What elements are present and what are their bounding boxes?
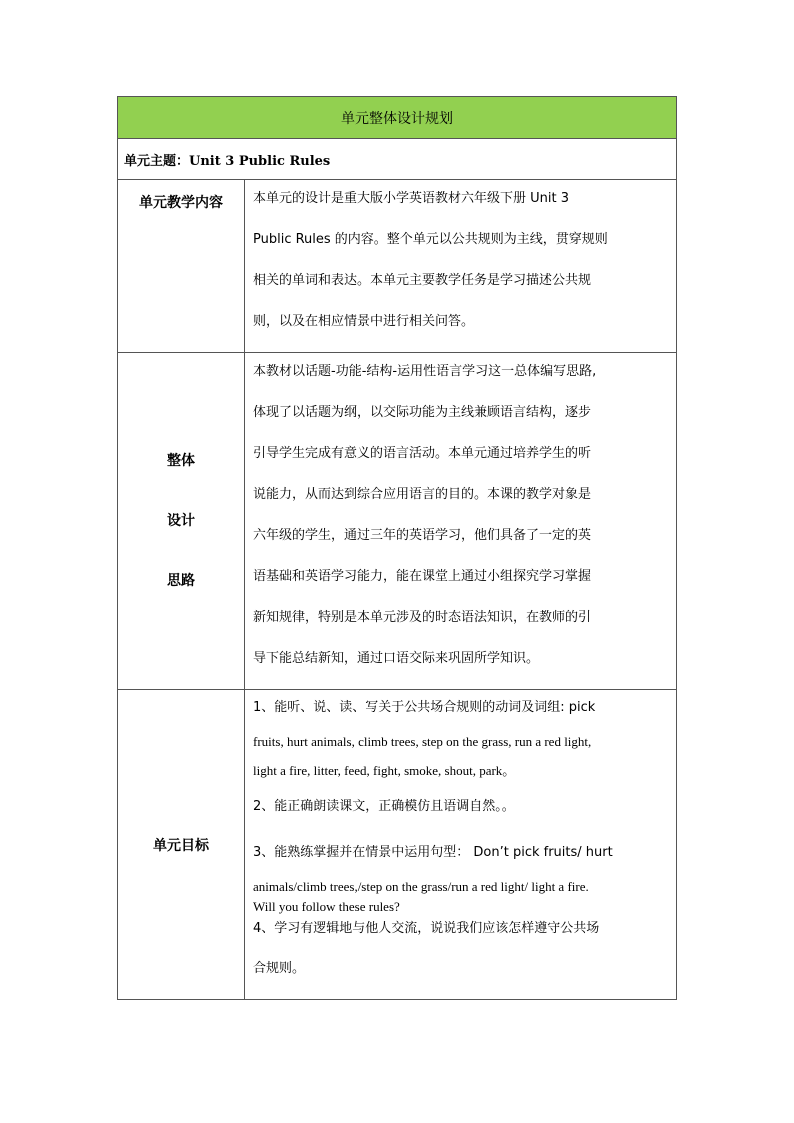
text-line: 本单元的设计是重大版小学英语教材六年级下册 Unit 3 [253, 191, 569, 206]
section-body-design-thinking [245, 353, 677, 690]
goal-line: animals/climb trees,/step on the grass/run a red light/ light a fire. [253, 879, 589, 894]
goal-line: Will you follow these rules? [253, 899, 400, 914]
text-line: 则，以及在相应情景中进行相关问答。 [253, 314, 475, 329]
text-line: 体现了以话题为纲，以交际功能为主线兼顾语言结构，逐步 [253, 405, 592, 420]
section-label-design-thinking [118, 353, 245, 690]
label-part: 整体 [167, 453, 195, 469]
label-part: 设计 [167, 513, 195, 529]
section-label-unit-goals: 单元目标 [118, 690, 245, 1000]
goal-line: 4、学习有逻辑地与他人交流，说说我们应该怎样遵守公共场 [253, 921, 600, 936]
text-line: 本教材以话题-功能-结构-运用性语言学习这一总体编写思路, [253, 364, 597, 379]
section-label-teaching-content: 单元教学内容 [118, 180, 245, 353]
goal-line: 3、能熟练掌握并在情景中运用句型： Don’t pick fruits/ hurt [253, 845, 613, 860]
unit-plan-table [117, 96, 677, 1000]
table-header: 单元整体设计规划 [118, 97, 677, 139]
label-part: 思路 [167, 573, 195, 589]
table-row [118, 690, 677, 1000]
table-row [118, 180, 677, 353]
table-row [118, 353, 677, 690]
text-line: 相关的单词和表达。本单元主要教学任务是学习描述公共规 [253, 273, 592, 288]
text-line: Public Rules 的内容。整个单元以公共规则为主线，贯穿规则 [253, 232, 608, 247]
goal-line: light a fire, litter, feed, fight, smoke, shout, park。 [253, 763, 516, 778]
section-body-unit-goals [245, 690, 677, 1000]
goal-line: 2、能正确朗读课文，正确模仿且语调自然。。 [253, 799, 515, 814]
text-line: 导下能总结新知，通过口语交际来巩固所学知识。 [253, 651, 540, 666]
goal-line: fruits, hurt animals, climb trees, step on the grass, run a red light, [253, 734, 592, 749]
unit-theme: 单元主题：Unit 3 Public Rules [118, 139, 677, 180]
goal-line: 合规则。 [253, 961, 306, 976]
section-body-teaching-content [245, 180, 677, 353]
text-line: 六年级的学生，通过三年的英语学习，他们具备了一定的英 [253, 528, 592, 543]
text-line: 语基础和英语学习能力，能在课堂上通过小组探究学习掌握 [253, 569, 592, 584]
goal-line: 1、能听、说、读、写关于公共场合规则的动词及词组: pick [253, 700, 596, 715]
text-line: 说能力，从而达到综合应用语言的目的。本课的教学对象是 [253, 487, 592, 502]
text-line: 新知规律，特别是本单元涉及的时态语法知识，在教师的引 [253, 610, 592, 625]
text-line: 引导学生完成有意义的语言活动。本单元通过培养学生的听 [253, 446, 592, 461]
